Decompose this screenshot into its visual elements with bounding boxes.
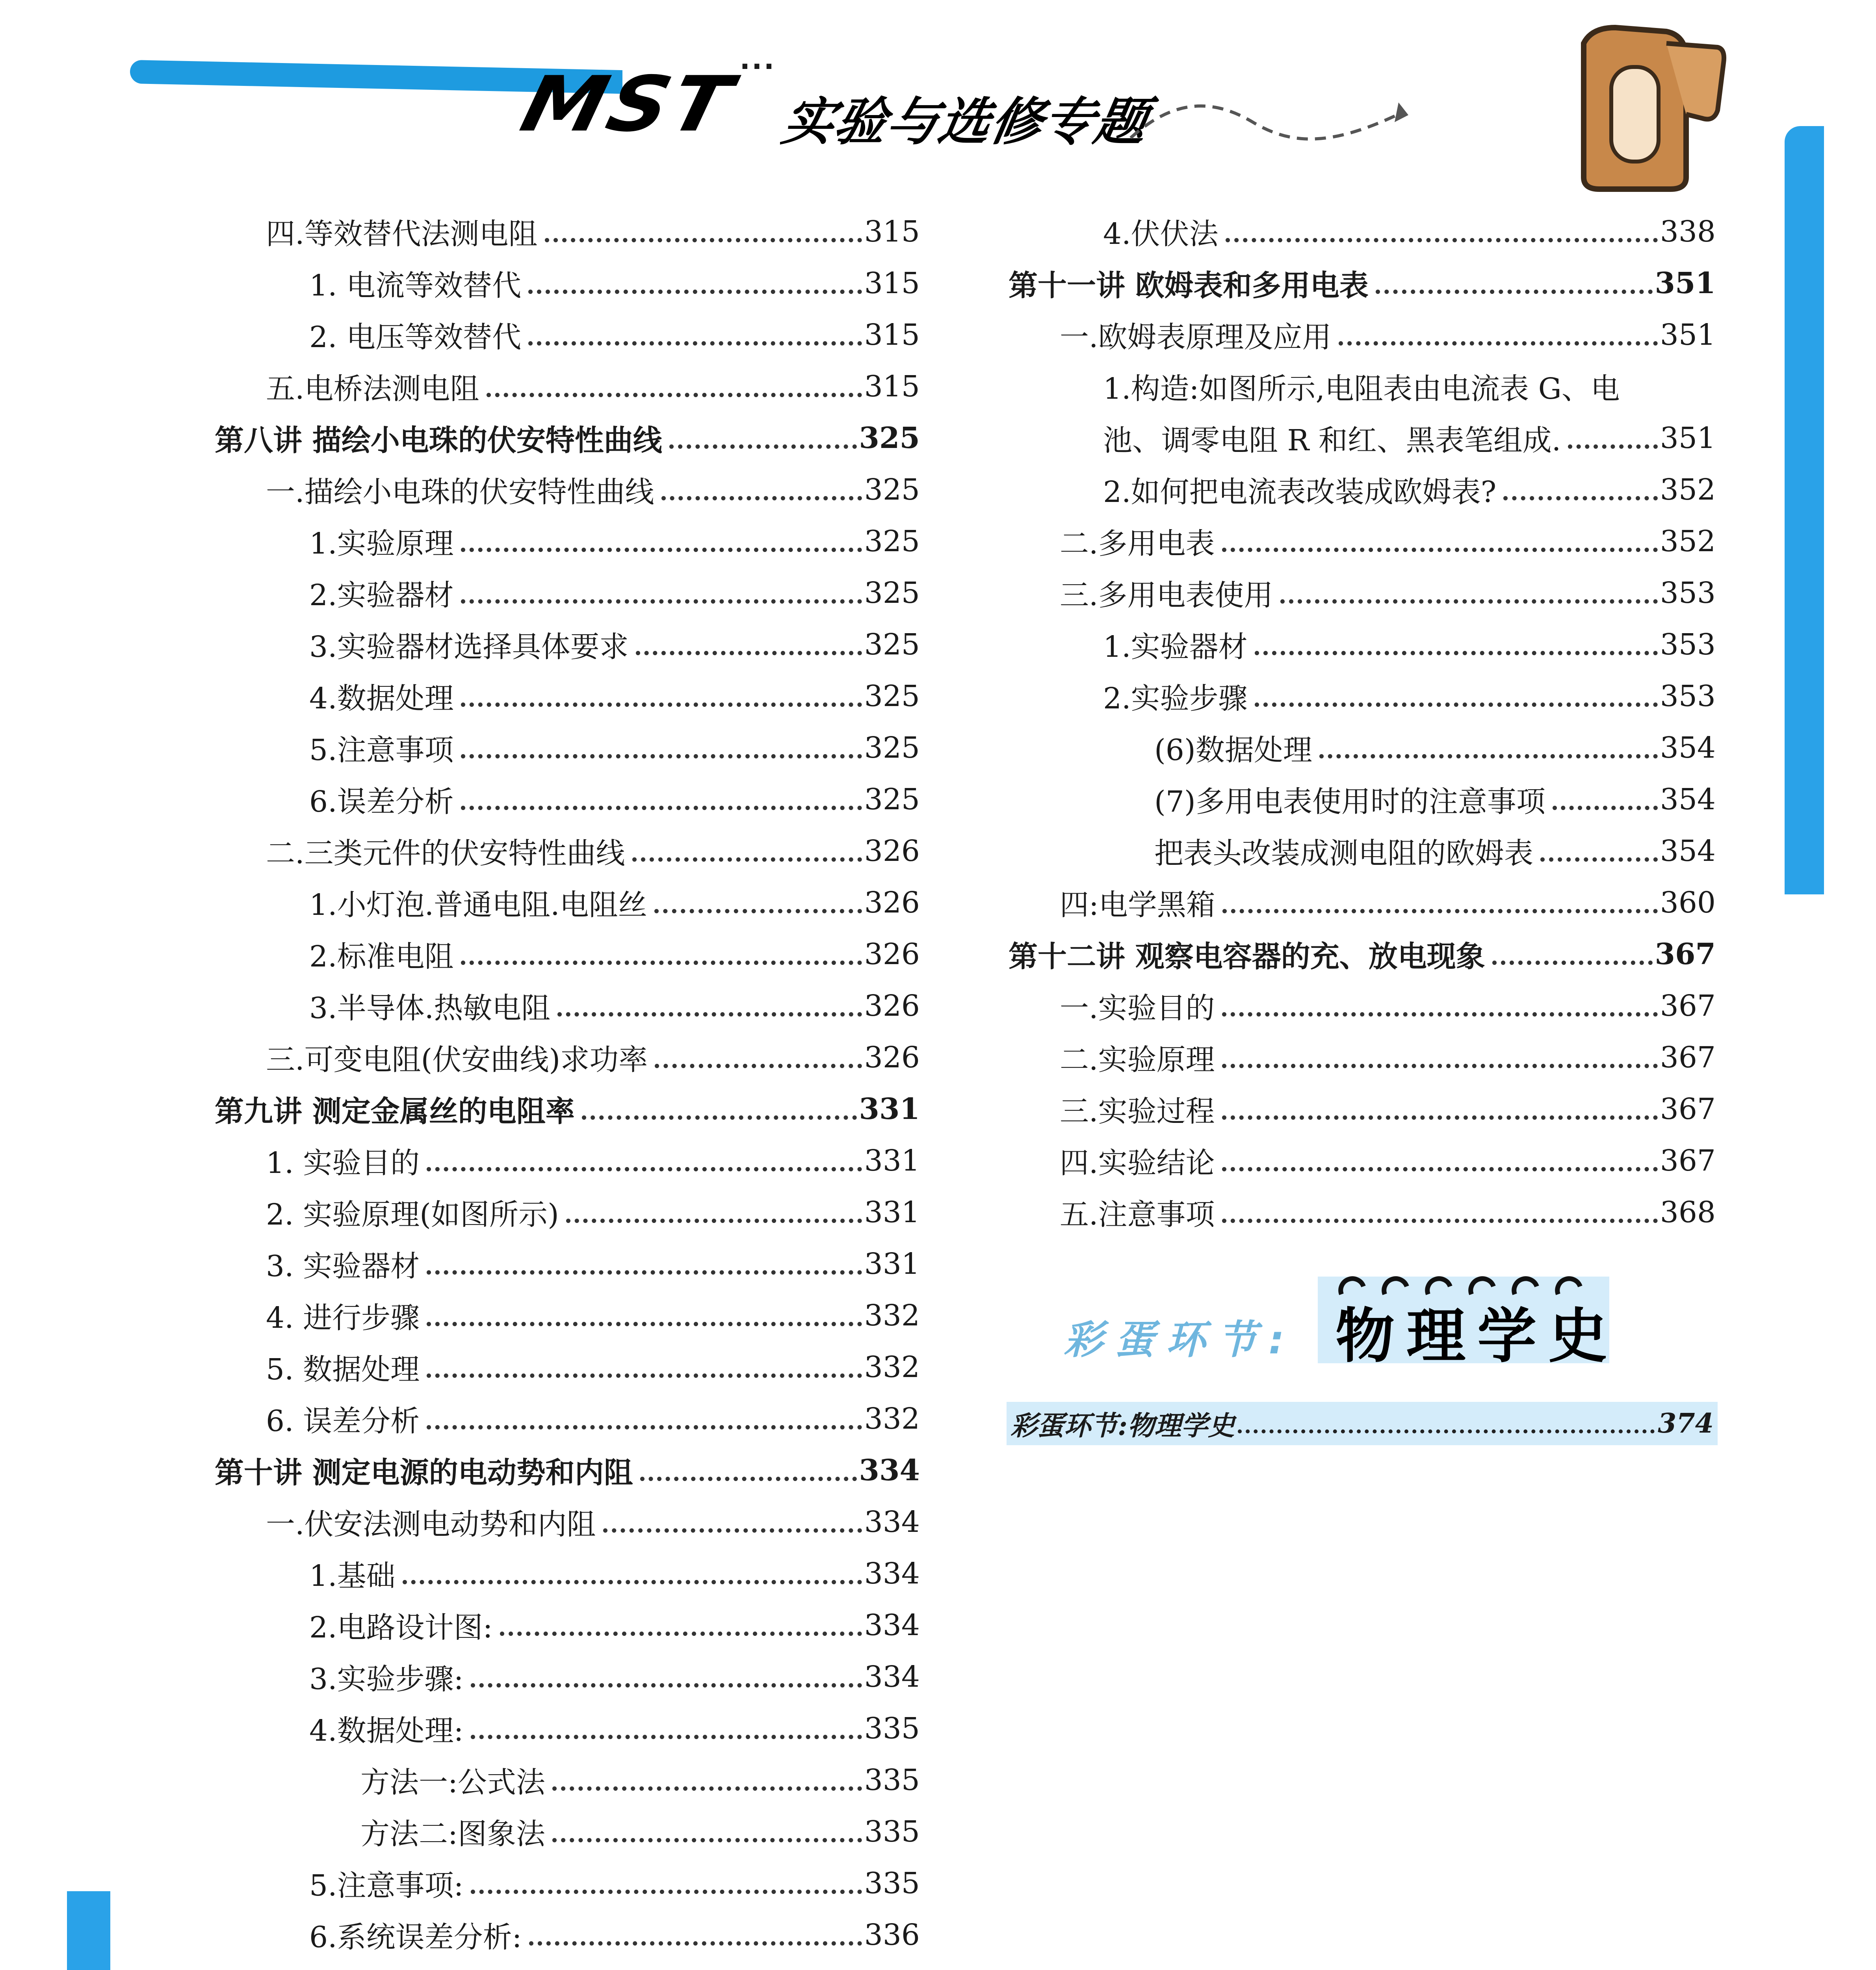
- toc-entry-page: 332: [864, 1298, 920, 1333]
- toc-entry-page: 335: [864, 1711, 920, 1745]
- dot-leader: [1222, 909, 1658, 913]
- dot-leader: [566, 1219, 862, 1223]
- dot-leader: [471, 1683, 862, 1688]
- toc-entry-title: 三.可变电阻(伏安曲线)求功率: [266, 1043, 648, 1077]
- toc-entry-page: 354: [1660, 782, 1716, 816]
- logo-dots: ···: [739, 50, 776, 83]
- toc-entry-title: 第十二讲 观察电容器的充、放电现象: [1009, 939, 1485, 974]
- toc-entry-bonus[interactable]: [1007, 1402, 1718, 1445]
- toc-entry-title: 2. 电压等效替代: [309, 320, 522, 354]
- toc-entry-page: 353: [1660, 679, 1716, 713]
- dot-leader: [582, 1115, 857, 1120]
- toc-entry-title: 6. 误差分析: [266, 1404, 420, 1438]
- toc-entry-title: 4.数据处理: [309, 681, 454, 716]
- toc-entry[interactable]: [1009, 619, 1716, 670]
- toc-entry[interactable]: [215, 1702, 920, 1754]
- toc-entry[interactable]: [215, 515, 920, 567]
- dot-leader: [1222, 1167, 1658, 1171]
- dot-leader: [487, 393, 862, 397]
- toc-entry[interactable]: [1009, 206, 1716, 257]
- toc-entry[interactable]: [215, 928, 920, 980]
- dot-leader: [427, 1322, 862, 1326]
- toc-entry[interactable]: [215, 877, 920, 928]
- right-accent-bar: [1785, 126, 1824, 894]
- toc-entry[interactable]: [215, 1961, 920, 1970]
- toc-entry-title: 把表头改装成测电阻的欧姆表: [1154, 836, 1533, 870]
- toc-entry[interactable]: [1009, 722, 1716, 773]
- toc-entry-page: 325: [864, 472, 920, 507]
- toc-entry-title: 4. 进行步骤: [266, 1301, 420, 1335]
- toc-entry-page: 367: [1660, 989, 1716, 1023]
- dot-leader: [661, 496, 862, 500]
- toc-entry-title: 3.实验步骤:: [309, 1662, 464, 1696]
- toc-entry[interactable]: [215, 1651, 920, 1702]
- toc-entry-page: 326: [864, 989, 920, 1023]
- dot-leader: [1319, 754, 1658, 758]
- toc-entry-title: 6.误差分析: [309, 784, 454, 819]
- dot-leader: [669, 444, 857, 449]
- dot-leader: [1238, 1429, 1655, 1433]
- dot-leader: [1222, 548, 1658, 552]
- dot-leader: [1540, 857, 1658, 862]
- bonus-label: 彩蛋环节:: [1064, 1317, 1296, 1363]
- dot-leader: [461, 703, 862, 707]
- toc-entry-title: [360, 1966, 697, 1970]
- dot-leader: [1255, 703, 1658, 707]
- toc-entry[interactable]: [215, 1393, 920, 1444]
- toc-entry-title: 一.欧姆表原理及应用: [1060, 320, 1332, 354]
- toc-entry[interactable]: [1009, 825, 1716, 877]
- toc-entry-page: 334: [864, 1660, 920, 1694]
- toc-entry-page: 332: [864, 1401, 920, 1436]
- toc-entry[interactable]: [215, 206, 920, 257]
- toc-entry-title: 3. 实验器材: [266, 1249, 420, 1283]
- toc-entry-page: 325: [864, 524, 920, 558]
- toc-entry-title: 6.系统误差分析:: [309, 1920, 522, 1954]
- dot-leader: [1568, 444, 1657, 449]
- dot-leader: [1226, 238, 1658, 242]
- toc-entry-page: 351: [1655, 266, 1716, 300]
- dot-leader: [461, 754, 862, 758]
- toc-entry-page: 331: [859, 1092, 920, 1126]
- toc-entry[interactable]: [215, 773, 920, 825]
- toc-entry-page: 326: [864, 885, 920, 920]
- toc-entry-title: 1.实验原理: [309, 526, 454, 561]
- toc-entry-page: 325: [864, 627, 920, 662]
- toc-entry[interactable]: [215, 1290, 920, 1341]
- toc-entry[interactable]: [215, 1754, 920, 1806]
- toc-entry-title: 一.描绘小电珠的伏安特性曲线: [266, 475, 654, 509]
- dot-leader: [1492, 961, 1653, 965]
- toc-entry-page: 367: [1660, 1092, 1716, 1126]
- toc-entry-title: 第九讲 测定金属丝的电阻率: [215, 1094, 575, 1128]
- toc-entry-title: 四.实验结论: [1060, 1146, 1215, 1180]
- toc-entry-page: 332: [864, 1350, 920, 1384]
- toc-entry-title: (7)多用电表使用时的注意事项: [1154, 784, 1545, 819]
- toc-entry-page: 326: [864, 834, 920, 868]
- toc-entry-title: 方法二:图象法: [360, 1817, 545, 1851]
- toc-entry-page: 335: [864, 1763, 920, 1797]
- dot-leader: [471, 1735, 862, 1739]
- dot-leader: [1222, 1115, 1658, 1120]
- toc-entry-page: 331: [864, 1143, 920, 1178]
- toc-entry[interactable]: [215, 1135, 920, 1186]
- toc-entry[interactable]: [1009, 1135, 1716, 1186]
- toc-entry[interactable]: [1009, 464, 1716, 515]
- dot-leader: [1222, 1219, 1658, 1223]
- left-accent-bar: [67, 1891, 110, 1970]
- toc-entry-title: 5. 数据处理: [266, 1352, 420, 1386]
- toc-entry-title: 方法一:公式法: [360, 1765, 545, 1799]
- toc-chapter-entry[interactable]: [1009, 257, 1716, 309]
- dot-leader: [529, 1941, 862, 1946]
- toc-entry[interactable]: [215, 464, 920, 515]
- toc-entry-title: 3.半导体.热敏电阻: [309, 991, 551, 1025]
- toc-entry-page: 352: [1660, 524, 1716, 558]
- toc-right-column: [1009, 206, 1716, 1238]
- toc-entry-title: 4.伏伏法: [1103, 217, 1218, 251]
- toc-entry-page: 315: [864, 266, 920, 300]
- toc-entry-title: 4.数据处理:: [309, 1714, 464, 1748]
- mascot-icon: [1568, 20, 1729, 193]
- toc-entry[interactable]: [215, 1496, 920, 1548]
- dot-leader: [1503, 496, 1657, 500]
- toc-entry-title: 1. 电流等效替代: [309, 268, 522, 303]
- series-title: 实验与选修专题: [778, 92, 1153, 152]
- toc-entry-page: 352: [1660, 472, 1716, 507]
- toc-entry-page: 334: [864, 1556, 920, 1591]
- mst-logo: [513, 50, 776, 149]
- toc-entry-page: 315: [864, 369, 920, 403]
- toc-entry-title: 二.多用电表: [1060, 526, 1215, 561]
- toc-entry-page: 326: [864, 1040, 920, 1074]
- dot-leader: [461, 548, 862, 552]
- dot-leader: [632, 857, 862, 862]
- dot-leader: [552, 1838, 862, 1842]
- toc-entry-title: 彩蛋环节:物理学史: [1010, 1410, 1235, 1442]
- toc-entry[interactable]: [215, 1857, 920, 1909]
- toc-entry-title: 四:电学黑箱: [1060, 888, 1215, 922]
- dot-leader: [552, 1786, 862, 1791]
- dot-leader: [654, 909, 862, 913]
- toc-entry-page: 325: [864, 576, 920, 610]
- toc-entry[interactable]: [215, 1909, 920, 1961]
- dot-leader: [1553, 806, 1658, 810]
- toc-entry[interactable]: [215, 1238, 920, 1290]
- toc-entry-page: 374: [1658, 1408, 1714, 1439]
- dot-leader: [471, 1890, 862, 1894]
- dot-leader: [1376, 290, 1653, 294]
- bonus-title: 物理学史: [1335, 1301, 1620, 1371]
- toc-entry-page: 360: [1660, 885, 1716, 920]
- dot-leader: [500, 1632, 862, 1636]
- toc-entry-page: 354: [1660, 730, 1716, 765]
- toc-entry-page: 326: [864, 937, 920, 971]
- dot-leader: [461, 806, 862, 810]
- toc-entry-title: 3.实验器材选择具体要求: [309, 630, 629, 664]
- toc-entry[interactable]: [215, 257, 920, 309]
- toc-entry-page: 338: [1660, 214, 1716, 249]
- toc-entry-title: 第十讲 测定电源的电动势和内阻: [215, 1455, 633, 1490]
- toc-entry-title: 五.电桥法测电阻: [266, 372, 479, 406]
- toc-entry-title: 1.实验器材: [1103, 630, 1248, 664]
- toc-entry-page: 331: [864, 1195, 920, 1229]
- toc-entry[interactable]: [1009, 773, 1716, 825]
- toc-chapter-entry[interactable]: [215, 1444, 920, 1496]
- toc-entry-page: 331: [864, 1247, 920, 1281]
- toc-entry[interactable]: [215, 722, 920, 773]
- toc-entry[interactable]: [215, 980, 920, 1031]
- toc-chapter-entry[interactable]: [215, 1083, 920, 1135]
- toc-entry-title: 二.三类元件的伏安特性曲线: [266, 836, 625, 870]
- toc-entry[interactable]: [215, 825, 920, 877]
- dot-leader: [427, 1425, 862, 1429]
- dot-leader: [545, 238, 862, 242]
- toc-entry-page: 351: [1660, 318, 1716, 352]
- toc-entry[interactable]: [215, 1186, 920, 1238]
- toc-entry-page: 325: [864, 730, 920, 765]
- toc-entry[interactable]: [1009, 309, 1716, 361]
- toc-chapter-entry[interactable]: [1009, 928, 1716, 980]
- toc-entry-title: 2.实验步骤: [1103, 681, 1248, 716]
- dot-leader: [1255, 651, 1658, 655]
- toc-entry-title: 第十一讲 欧姆表和多用电表: [1009, 268, 1369, 303]
- toc-entry[interactable]: [215, 1548, 920, 1599]
- toc-entry[interactable]: [1009, 412, 1716, 464]
- toc-entry[interactable]: [1009, 515, 1716, 567]
- toc-entry-page: 353: [1660, 576, 1716, 610]
- dot-leader: [636, 651, 862, 655]
- toc-entry[interactable]: [215, 1341, 920, 1393]
- dot-leader: [528, 341, 862, 346]
- toc-entry-page: 351: [1660, 421, 1716, 455]
- toc-entry-title: 三.实验过程: [1060, 1094, 1215, 1128]
- toc-entry-page: 336: [864, 1918, 920, 1952]
- toc-entry[interactable]: [215, 567, 920, 619]
- toc-entry-page: 367: [1660, 1040, 1716, 1074]
- dot-leader: [640, 1477, 857, 1481]
- dashed-arrow-icon: [1127, 91, 1410, 150]
- toc-chapter-entry[interactable]: [215, 412, 920, 464]
- toc-entry[interactable]: [1009, 567, 1716, 619]
- toc-entry-title: 2. 实验原理(如图所示): [266, 1197, 559, 1232]
- dot-leader: [461, 599, 862, 604]
- toc-entry-page: 335: [864, 1814, 920, 1849]
- toc-entry-title: 四.等效替代法测电阻: [266, 217, 538, 251]
- dot-leader: [427, 1167, 862, 1171]
- dot-leader: [1222, 1012, 1658, 1017]
- toc-entry-title: 一.实验目的: [1060, 991, 1215, 1025]
- toc-entry-page: 367: [1660, 1143, 1716, 1178]
- toc-entry[interactable]: [1009, 361, 1716, 412]
- toc-entry-title: 2.电路设计图:: [309, 1610, 493, 1645]
- toc-entry-title: 2.标准电阻: [309, 939, 454, 974]
- toc-entry[interactable]: [1009, 1083, 1716, 1135]
- toc-entry-title: (6)数据处理: [1154, 733, 1312, 767]
- toc-entry-page: 315: [864, 214, 920, 249]
- toc-entry-title: 1.小灯泡.普通电阻.电阻丝: [309, 888, 647, 922]
- toc-entry-title: 1. 实验目的: [266, 1146, 420, 1180]
- toc-entry-title: 5.注意事项:: [309, 1868, 464, 1903]
- toc-entry-page: 325: [859, 421, 920, 455]
- toc-entry[interactable]: [215, 619, 920, 670]
- dot-leader: [1280, 599, 1658, 604]
- toc-entry-title: 三.多用电表使用: [1060, 578, 1273, 612]
- toc-left-column: [215, 206, 920, 1970]
- toc-entry-page: 325: [864, 679, 920, 713]
- toc-entry-page: 353: [1660, 627, 1716, 662]
- dot-leader: [427, 1270, 862, 1275]
- toc-entry-title: 1.基础: [309, 1559, 396, 1593]
- toc-entry[interactable]: [1009, 877, 1716, 928]
- dot-leader: [1222, 1064, 1658, 1068]
- dot-leader: [528, 290, 862, 294]
- dot-leader: [1339, 341, 1658, 346]
- toc-entry[interactable]: [1009, 980, 1716, 1031]
- dot-leader: [427, 1373, 862, 1378]
- dot-leader: [603, 1528, 862, 1533]
- logo-text: MST: [513, 59, 743, 149]
- toc-entry-page: 354: [1660, 834, 1716, 868]
- toc-entry-title: 第八讲 描绘小电珠的伏安特性曲线: [215, 423, 662, 457]
- toc-entry-title: 5.注意事项: [309, 733, 454, 767]
- toc-entry-page: 315: [864, 318, 920, 352]
- dot-leader: [461, 961, 862, 965]
- toc-entry[interactable]: [215, 1806, 920, 1857]
- toc-entry[interactable]: [1009, 1031, 1716, 1083]
- toc-entry-page: 325: [864, 782, 920, 816]
- toc-entry-page: 334: [864, 1505, 920, 1539]
- toc-entry-page: 368: [1660, 1195, 1716, 1229]
- toc-entry[interactable]: [1009, 670, 1716, 722]
- toc-entry-page: 367: [1655, 937, 1716, 971]
- toc-entry-title: 1.构造:如图所示,电阻表由电流表 G、电: [1103, 372, 1620, 406]
- toc-entry[interactable]: [215, 1031, 920, 1083]
- toc-entry-page: 334: [864, 1608, 920, 1642]
- toc-entry-title: 池、调零电阻 R 和红、黑表笔组成.: [1103, 423, 1561, 457]
- toc-entry[interactable]: [215, 309, 920, 361]
- toc-entry-title: 2.实验器材: [309, 578, 454, 612]
- toc-entry-page: 334: [859, 1453, 920, 1487]
- dot-leader: [403, 1580, 862, 1584]
- dot-leader: [557, 1012, 862, 1017]
- toc-entry[interactable]: [215, 1599, 920, 1651]
- toc-entry-title: 2.如何把电流表改装成欧姆表?: [1103, 475, 1497, 509]
- toc-entry[interactable]: [1009, 1186, 1716, 1238]
- toc-entry[interactable]: [215, 361, 920, 412]
- toc-entry-title: 五.注意事项: [1060, 1197, 1215, 1232]
- toc-entry[interactable]: [215, 670, 920, 722]
- dot-leader: [655, 1064, 862, 1068]
- toc-entry-title: 一.伏安法测电动势和内阻: [266, 1507, 596, 1541]
- toc-entry-title: 二.实验原理: [1060, 1043, 1215, 1077]
- toc-entry-page: 335: [864, 1866, 920, 1900]
